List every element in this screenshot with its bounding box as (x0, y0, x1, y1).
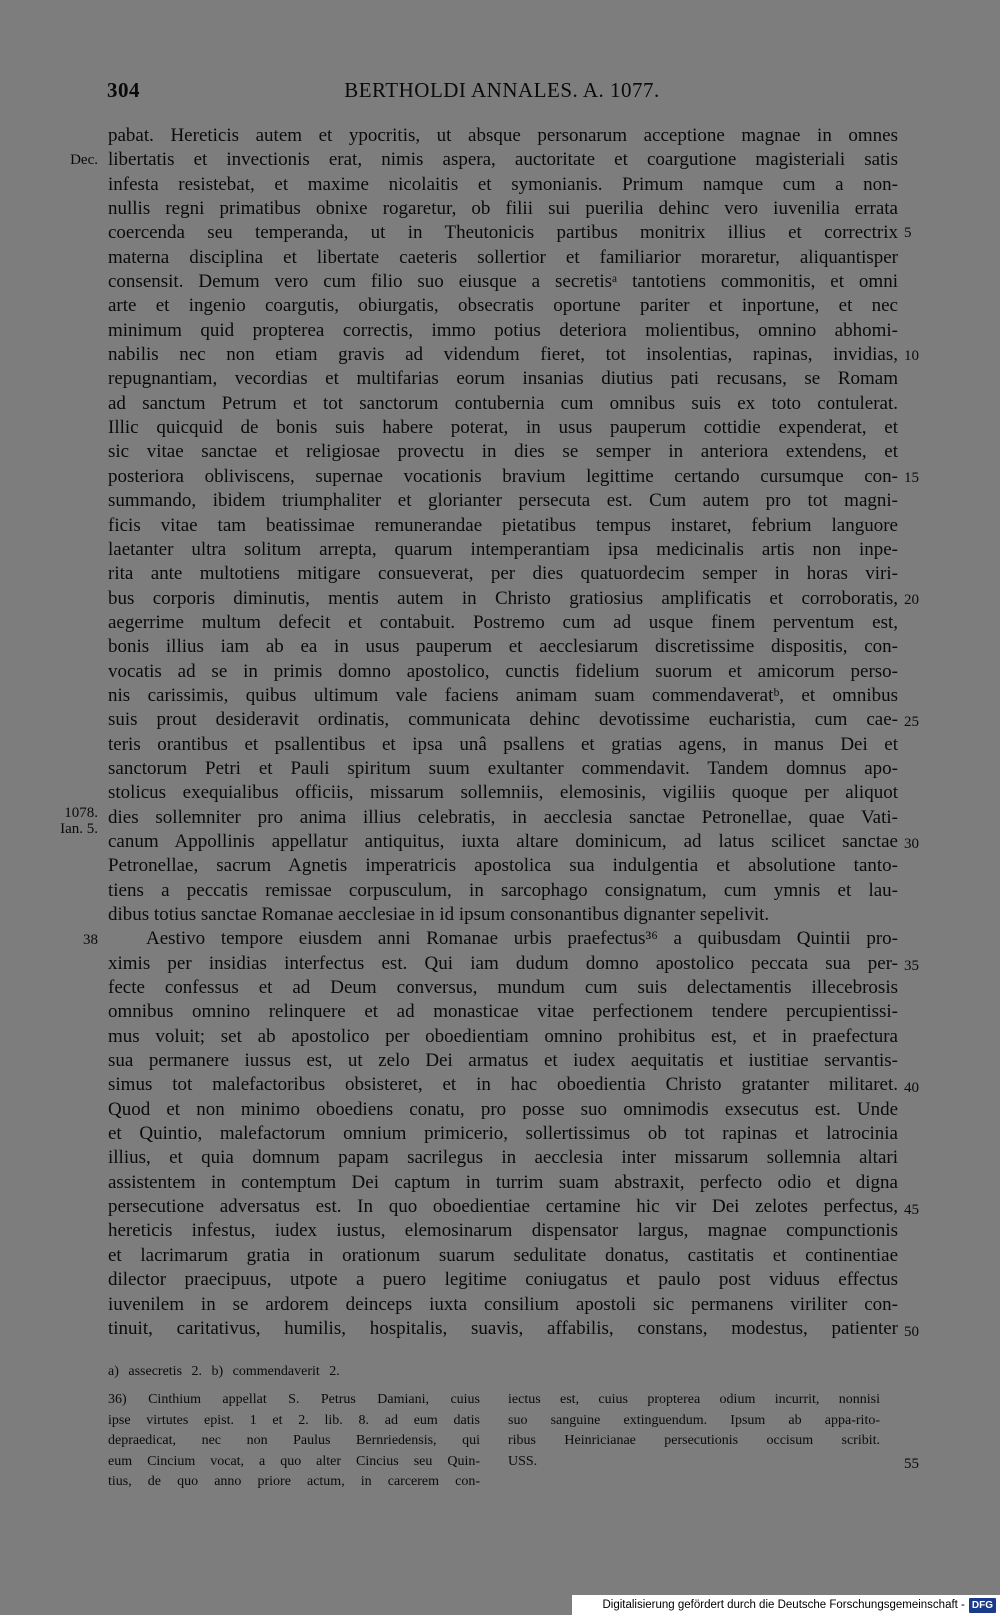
margin-note-date: Ian. 5. (60, 821, 98, 837)
text-line: dilector praecipuus, utpote a puero legitime coniugatus et paulo post viduus effectus (108, 1269, 898, 1291)
text-line: canum Appollinis appellatur antiquitus, iuxta altare dominicum, ad latus scilicet sanctae (108, 830, 898, 852)
footnote-line: USS. (508, 1453, 538, 1469)
footnote-line: suo sanguine extinguendum. Ipsum ab appa-rito- (508, 1412, 880, 1428)
line-number: 45 (904, 1202, 919, 1218)
text-line: coercenda seu temperanda, ut in Theutonicis partibus monitrix illius et correctrix (108, 222, 898, 244)
text-line: bonis illius iam ab ea in usus pauperum et aecclesiarum discretissime dispositis, con- (108, 636, 898, 658)
text-line: dies sollemniter pro anima illius celebratis, in aecclesia sanctae Petronellae, quae Vati- (108, 806, 898, 828)
text-line: illius, et quia domnum papam sacrilegus in aecclesia inter missarum sollemnia altari (108, 1147, 898, 1169)
line-number: 50 (904, 1324, 919, 1340)
footnote-line: eum Cincium vocat, a quo alter Cincius seu Quin- (108, 1453, 480, 1469)
text-line: suis prout desideravit ordinatis, communicata dehinc devotissime eucharistia, cum cae- (108, 709, 898, 731)
text-line: vocatis ad se in primis domno apostolico, cunctis fidelium suorum et amicorum perso- (108, 660, 898, 682)
text-line: libertatis et invectionis erat, nimis aspera, auctoritate et coargutione magisteriali satis (108, 149, 898, 171)
text-line: repugnantiam, vecordias et multifarias eorum insanias diutius pati recusans, se Romam (108, 368, 898, 390)
text-line: tiens a peccatis remissae corpusculum, in sarcophago consignatum, cum ymnis et lau- (108, 879, 898, 901)
text-line: sanctorum Petri et Pauli spiritum suum exultanter commendavit. Tandem domnus apo- (108, 757, 898, 779)
text-line: mus voluit; set ab apostolico per oboedientiam omnino prohibitus est, et in praefectura (108, 1025, 898, 1047)
text-line: omnibus omnino relinquere et ad monasticae vitae perfectionem tendere percupientissi- (108, 1001, 898, 1023)
text-line: sua permanere iussus est, ut zelo Dei armatus et iudex aequitatis et iustitiae servantis- (108, 1050, 898, 1072)
text-line: aegerrime multum defecit et contabuit. Postremo cum ad usque finem perventum est, (108, 611, 898, 633)
text-line: et lacrimarum gratia in orationum suarum sedulitate donatus, castitatis et continentiae (108, 1244, 898, 1266)
dfg-logo-icon: DFG (969, 1598, 996, 1613)
text-line: Aestivo tempore eiusdem anni Romanae urbis praefectus³⁶ a quibusdam Quintii pro- (146, 928, 898, 950)
text-line: laetanter ultra solitum arrepta, quarum intemperantiam ipsa medicinalis artis non inpe- (108, 538, 898, 560)
running-header (107, 78, 897, 112)
critical-apparatus: a) assecretis 2. b) commendaverit 2. (108, 1364, 340, 1379)
line-number: 5 (904, 225, 912, 241)
text-line: Petronellae, sacrum Agnetis imperatricis apostolica sua indulgentia et absolutione tanto- (108, 855, 898, 877)
line-number: 20 (904, 592, 919, 608)
footnote-line: ipse virtutes epist. 1 et 2. lib. 8. ad eum datis (108, 1412, 480, 1428)
line-number: 15 (904, 470, 919, 486)
text-line: hereticis infestus, iudex iustus, elemosinarum dispensator largus, magnae compunctionis (108, 1220, 898, 1242)
line-number: 35 (904, 958, 919, 974)
text-line: fecte confessus et ad Deum conversus, mundum cum suis delectamentis illecebrosis (108, 977, 898, 999)
text-line: simus tot malefactoribus obsisteret, et in hac oboedientia Christo gratanter militaret. (108, 1074, 898, 1096)
text-line: infesta resistebat, et maxime nicolaitis et symonianis. Primum namque cum a non- (108, 173, 898, 195)
line-number: 30 (904, 836, 919, 852)
margin-note-dec: Dec. (70, 152, 98, 168)
text-line: nullis regni primatibus obnixe rogaretur, ob filii sui puerilia dehinc vero iuvenilia errata (108, 198, 898, 220)
text-line: posteriora obliviscens, supernae vocationis bravium legittime certando cursumque con- (108, 465, 898, 487)
text-line: Quod et non minimo oboediens conatu, pro posse suo omnimodis exsecutus est. Unde (108, 1098, 898, 1120)
text-line (108, 1341, 898, 1365)
margin-note-ref: 38 (83, 932, 98, 948)
footnote-left-column (108, 1390, 480, 1493)
footnote-line: tius, de quo anno priore actum, in carcerem con- (108, 1474, 480, 1489)
text-line: stolicus exequialibus officiis, missarum sollemniis, elemosinis, vigiliis quoque per aliquot (108, 782, 898, 804)
page-number: 304 (107, 78, 140, 102)
text-line: nabilis nec non etiam gravis ad videndum fieret, tot insolentias, rapinas, invidias, (108, 344, 898, 366)
line-number: 10 (904, 348, 919, 364)
footnote-line: iectus est, cuius propterea odium incurrit, nonnisi (508, 1392, 880, 1407)
running-title: BERTHOLDI ANNALES. A. 1077. (344, 78, 660, 102)
text-line: persecutione adversatus est. In quo oboedientiae certamine hic vir Dei zelotes perfectus, (108, 1196, 898, 1218)
text-line: summando, ibidem triumphaliter et glorianter persecuta est. Cum autem pro tot magni- (108, 490, 898, 512)
text-line: minimum quid propterea correctis, immo potius deteriora molientibus, omnino abhomi- (108, 319, 898, 341)
text-line: arte et ingenio coargutis, obiurgatis, obsecratis oportune pariter et inportune, et nec (108, 295, 898, 317)
footnote-line: 36) Cinthium appellat S. Petrus Damiani, cuius (108, 1392, 480, 1407)
text-line: pabat. Hereticis autem et ypocritis, ut absque personarum acceptione magnae in omnes (108, 125, 898, 146)
footnote-line: ribus Heinricianae persecutionis occisum scribit. (508, 1433, 880, 1448)
text-line: et Quintio, malefactorum omnium primicerio, sollertissimus ob tot rapinas et latrocinia (108, 1123, 898, 1145)
text-line: Illic quicquid de bonis suis habere poterat, in usus pauperum cottidie expenderat, et (108, 417, 898, 439)
text-line: bus corporis diminutis, mentis autem in Christo gratiosius amplificatis et corroboratis, (108, 587, 898, 609)
text-line: ximis per insidias interfectus est. Qui iam dudum domno apostolico peccata sua per- (108, 952, 898, 974)
text-line: ad sanctum Petrum et tot sanctorum contubernia cum omnibus suis ex toto contulerat. (108, 392, 898, 414)
text-line: consensit. Demum vero cum filio suo eiusque a secretisᵃ tantotiens commonitis, et omni (108, 271, 898, 293)
main-text (108, 124, 898, 1366)
text-line: teris orantibus et psallentibus et ipsa unâ psallens et gratias agens, in manus Dei et (108, 733, 898, 755)
text-line: sic vitae sanctae et religiosae provectu in dies se semper in anteriora extendens, et (108, 441, 898, 463)
text-line: assistentem in contemptum Dei captum in turrim suam abstraxit, perfecto odio et digna (108, 1171, 898, 1193)
line-number: 25 (904, 714, 919, 730)
footnote-right-column (508, 1390, 880, 1472)
text-line: materna disciplina et libertate caeteris sollertior et familiarior moraretur, aliquantisper (108, 246, 898, 268)
text-line: tinuit, caritativus, humilis, hospitalis, suavis, affabilis, constans, modestus, patienter (108, 1317, 898, 1339)
text-line: nis carissimis, quibus ultimum vale faciens animam suam commendaveratᵇ, et omnibus (108, 684, 898, 706)
digitization-credit (572, 1595, 1000, 1615)
margin-note-year: 1078. (64, 805, 98, 821)
line-number: 55 (904, 1456, 919, 1472)
text-line: rita ante multotiens mitigare consueverat, per dies quatuordecim semper in horas viri- (108, 563, 898, 585)
footnote-line: depraedicat, nec non Paulus Bernriedensis, qui (108, 1433, 480, 1448)
text-line: iuvenilem in se ardorem deinceps iuxta consilium apostoli sic permanens viriliter con- (108, 1293, 898, 1315)
credit-text: Digitalisierung gefördert durch die Deutsche Forschungsgemeinschaft - (602, 1599, 965, 1611)
text-line: dibus totius sanctae Romanae aecclesiae in id ipsum consonantibus dignanter sepelivit. (108, 904, 770, 925)
line-number: 40 (904, 1080, 919, 1096)
text-line: ficis vitae tam beatissimae remunerandae pietatibus tempus instaret, febrium languore (108, 514, 898, 536)
